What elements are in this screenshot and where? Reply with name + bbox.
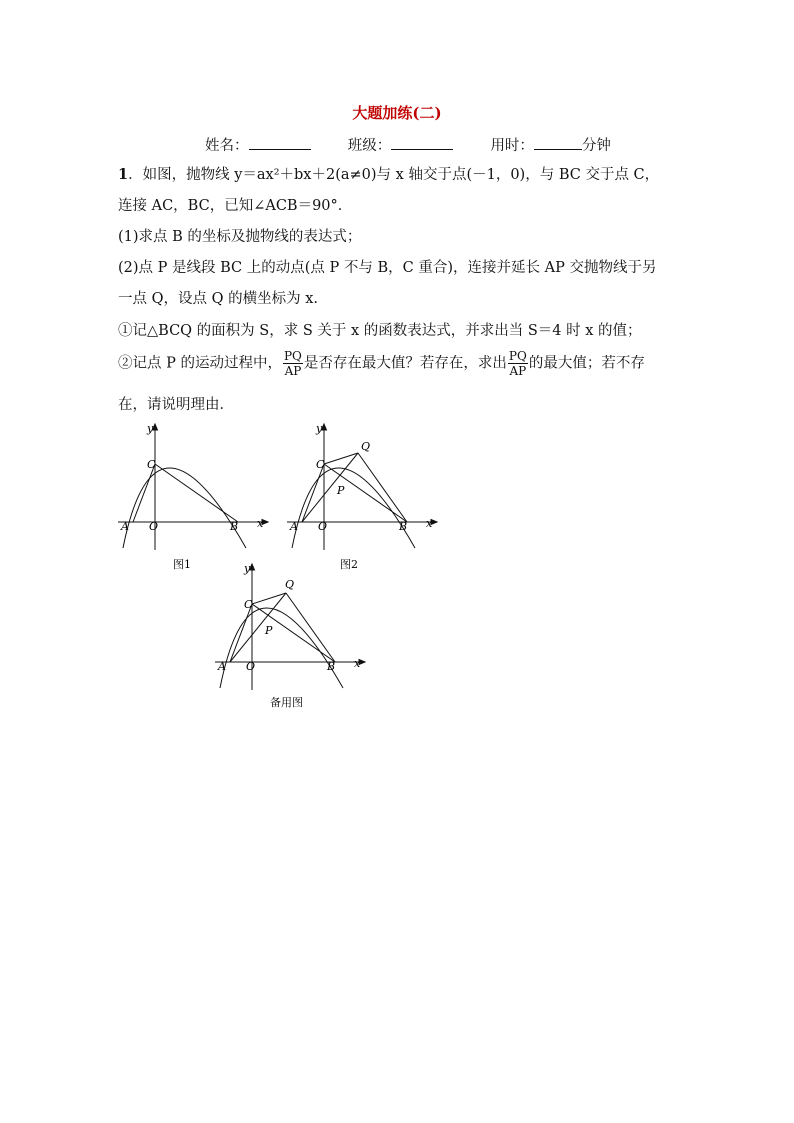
label-c: C — [316, 458, 325, 471]
label-y: y — [147, 422, 154, 435]
fraction-pq-ap — [283, 349, 303, 378]
label-y: y — [244, 562, 251, 575]
label-p: P — [337, 484, 345, 497]
caption-fig1: 图1 — [173, 558, 191, 571]
label-a: A — [218, 660, 226, 673]
label-y: y — [316, 422, 323, 435]
problem-line-2: 连接 AC，BC，已知∠ACB＝90°． — [118, 198, 353, 214]
problem-line-8: 在，请说明理由． — [118, 397, 234, 413]
parabola — [123, 468, 246, 548]
caption-fig2: 图2 — [340, 558, 358, 571]
figure-2 — [287, 418, 447, 578]
problem-subpart-2 — [118, 349, 645, 378]
label-q: Q — [361, 440, 371, 453]
label-x: x — [354, 657, 361, 670]
problem-line-1 — [118, 166, 659, 184]
label-b: B — [399, 520, 408, 533]
label-a: A — [121, 520, 129, 533]
fraction-denominator: AP — [284, 364, 302, 378]
problem-part-1: (1)求点 B 的坐标及抛物线的表达式； — [118, 229, 362, 245]
name-label: 姓名： — [205, 138, 249, 154]
label-o: O — [246, 660, 256, 673]
class-blank[interactable] — [391, 135, 453, 150]
subpart-2-text-a: ②记点 P 的运动过程中， — [118, 355, 282, 372]
name-blank[interactable] — [249, 135, 311, 150]
fraction-numerator-2: PQ — [508, 349, 527, 363]
label-x: x — [257, 517, 264, 530]
time-label: 用时： — [490, 138, 534, 154]
figure-1 — [118, 418, 278, 578]
y-axis-arrow — [250, 564, 255, 570]
label-p: P — [265, 624, 273, 637]
time-unit: 分钟 — [581, 138, 611, 154]
label-o: O — [318, 520, 328, 533]
problem-number: 1 — [118, 166, 129, 183]
fraction-denominator-2: AP — [509, 364, 527, 378]
y-axis-arrow — [322, 424, 327, 430]
problem-part-2: (2)点 P 是线段 BC 上的动点(点 P 不与 B，C 重合)，连接并延长 AP 交抛物线于另 — [118, 260, 657, 276]
label-c: C — [147, 458, 156, 471]
segment-qb — [358, 453, 407, 522]
time-blank[interactable] — [534, 135, 582, 150]
segment-ac — [302, 464, 324, 522]
fraction-pq-ap-2 — [508, 349, 528, 378]
label-x: x — [426, 517, 433, 530]
segment-ac — [230, 604, 252, 662]
label-b: B — [327, 660, 336, 673]
segment-qb — [286, 593, 335, 662]
label-a: A — [290, 520, 298, 533]
label-o: O — [149, 520, 159, 533]
figure-spare — [215, 558, 375, 718]
y-axis-arrow — [153, 424, 158, 430]
problem-subpart-1: ①记△BCQ 的面积为 S，求 S 关于 x 的函数表达式，并求出当 S＝4 时 x 的值； — [118, 323, 642, 339]
subpart-2-text-b: 是否存在最大值？若存在，求出 — [303, 355, 507, 372]
label-b: B — [230, 520, 239, 533]
segment-aq — [302, 453, 358, 522]
student-info-row — [205, 134, 611, 155]
page-title: 大题加练(二) — [352, 104, 442, 122]
label-c: C — [244, 598, 253, 611]
segment-ac — [133, 464, 155, 522]
label-q: Q — [285, 578, 295, 591]
class-label: 班级： — [347, 138, 392, 154]
fraction-numerator: PQ — [283, 349, 302, 363]
problem-line-5: 一点 Q，设点 Q 的横坐标为 x. — [118, 291, 318, 307]
segment-aq — [230, 593, 286, 662]
subpart-2-text-c: 的最大值；若不存 — [528, 355, 645, 372]
segment-bc — [155, 464, 238, 522]
problem-text-1: ．如图，抛物线 y＝ax²＋bx＋2(a≠0)与 x 轴交于点(－1，0)，与 BC 交于点 C， — [128, 167, 660, 183]
caption-spare: 备用图 — [270, 696, 303, 709]
